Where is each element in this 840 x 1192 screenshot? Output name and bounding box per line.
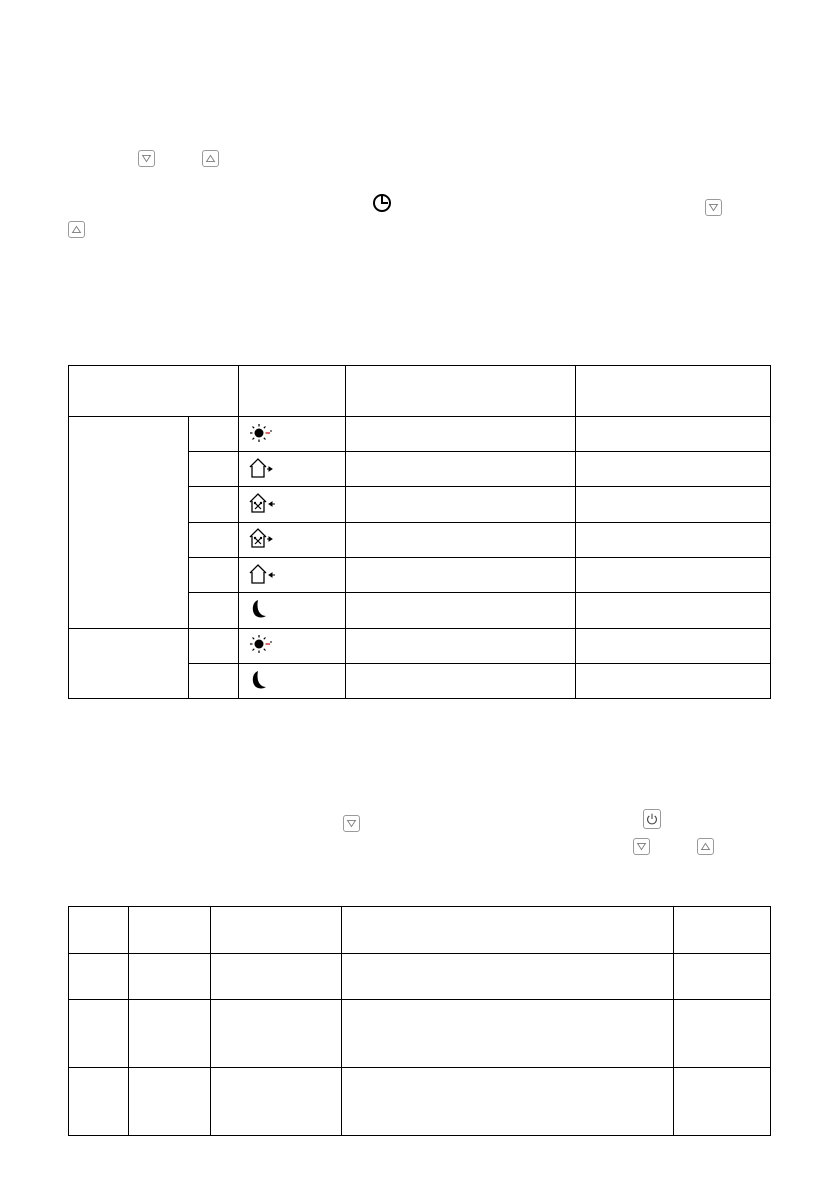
sun-icon bbox=[247, 422, 275, 444]
sun-icon bbox=[247, 633, 275, 655]
down-arrow-button-icon[interactable] bbox=[705, 199, 722, 216]
table-border bbox=[188, 451, 771, 452]
table-border bbox=[238, 365, 239, 699]
table-border bbox=[770, 365, 771, 699]
up-arrow-button-icon[interactable] bbox=[202, 150, 219, 167]
table-border bbox=[188, 663, 771, 664]
table-border bbox=[68, 416, 771, 417]
table-border bbox=[210, 906, 211, 1136]
table-border bbox=[188, 416, 189, 699]
table-border bbox=[68, 953, 771, 954]
table-border bbox=[345, 365, 346, 699]
down-arrow-button-icon[interactable] bbox=[633, 838, 650, 855]
table-border bbox=[68, 365, 69, 699]
house-leave-icon bbox=[247, 527, 275, 549]
table-border bbox=[68, 365, 771, 366]
table-border bbox=[68, 1067, 771, 1068]
table-border bbox=[673, 906, 674, 1136]
moon-icon bbox=[247, 669, 275, 691]
down-arrow-button-icon[interactable] bbox=[138, 150, 155, 167]
table-border bbox=[68, 698, 771, 699]
clock-icon bbox=[372, 193, 392, 213]
up-arrow-button-icon[interactable] bbox=[697, 838, 714, 855]
table-border bbox=[341, 906, 342, 1136]
table-border bbox=[128, 906, 129, 1136]
table-border bbox=[68, 906, 69, 1136]
up-arrow-button-icon[interactable] bbox=[68, 221, 85, 238]
table-border bbox=[188, 522, 771, 523]
moon-icon bbox=[247, 598, 275, 620]
table-border bbox=[770, 906, 771, 1136]
table-border bbox=[68, 906, 771, 907]
table-border bbox=[188, 592, 771, 593]
table-border bbox=[188, 557, 771, 558]
table-border bbox=[68, 999, 771, 1000]
table-border bbox=[68, 1135, 771, 1136]
house-return-icon bbox=[247, 563, 275, 585]
power-button-icon[interactable] bbox=[643, 809, 661, 829]
house-leave-icon bbox=[247, 457, 275, 479]
down-arrow-button-icon[interactable] bbox=[343, 815, 360, 832]
table-border bbox=[188, 486, 771, 487]
table-border bbox=[575, 365, 576, 699]
house-return-icon bbox=[247, 492, 275, 514]
table-border bbox=[68, 628, 771, 629]
